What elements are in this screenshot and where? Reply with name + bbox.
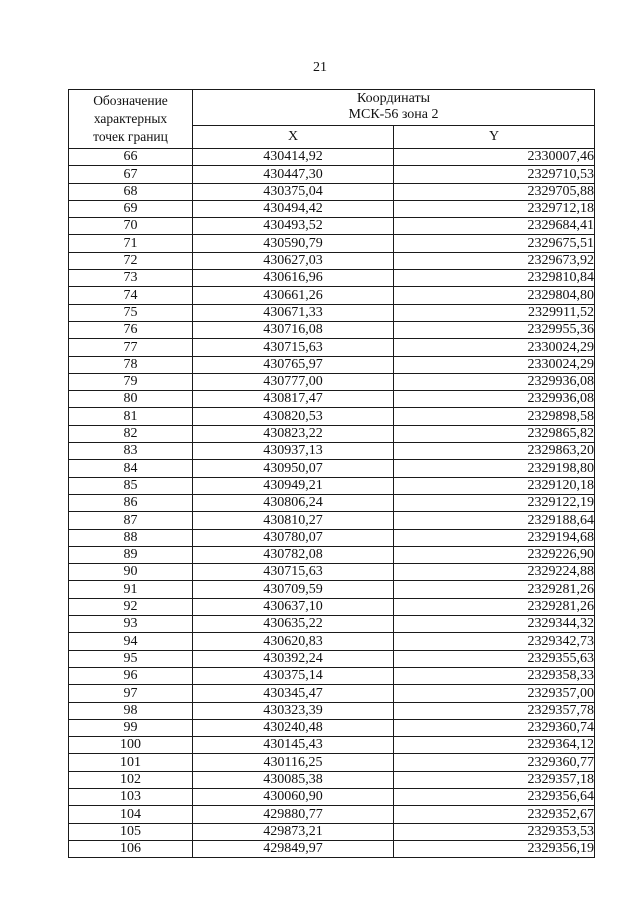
point-cell: 103 — [69, 788, 193, 805]
point-cell: 77 — [69, 339, 193, 356]
x-coordinate-cell: 430937,13 — [193, 443, 394, 460]
x-coordinate-cell: 430616,96 — [193, 270, 394, 287]
x-coordinate-cell: 430494,42 — [193, 200, 394, 217]
y-coordinate-cell: 2329710,53 — [394, 166, 595, 183]
table-row — [69, 840, 595, 857]
coordinates-header — [193, 90, 595, 126]
point-cell: 101 — [69, 754, 193, 771]
x-coordinate-cell: 430780,07 — [193, 529, 394, 546]
y-coordinate-cell: 2329198,80 — [394, 460, 595, 477]
point-cell: 93 — [69, 616, 193, 633]
table-row — [69, 218, 595, 235]
x-coordinate-cell: 430145,43 — [193, 737, 394, 754]
point-cell: 87 — [69, 512, 193, 529]
x-coordinate-cell: 430949,21 — [193, 477, 394, 494]
table-row — [69, 270, 595, 287]
table-row — [69, 460, 595, 477]
point-cell: 90 — [69, 564, 193, 581]
x-coordinate-cell: 430671,33 — [193, 304, 394, 321]
y-coordinate-cell: 2329281,26 — [394, 581, 595, 598]
x-coordinate-cell: 430085,38 — [193, 771, 394, 788]
point-cell: 75 — [69, 304, 193, 321]
table-row — [69, 235, 595, 252]
y-coordinate-cell: 2329911,52 — [394, 304, 595, 321]
table-row — [69, 788, 595, 805]
table-row — [69, 183, 595, 200]
x-coordinate-cell: 430590,79 — [193, 235, 394, 252]
table-row — [69, 252, 595, 269]
table-row — [69, 425, 595, 442]
x-coordinate-cell: 430782,08 — [193, 546, 394, 563]
point-cell: 67 — [69, 166, 193, 183]
table-row — [69, 443, 595, 460]
point-cell: 92 — [69, 598, 193, 615]
point-cell: 106 — [69, 840, 193, 857]
y-coordinate-cell: 2329194,68 — [394, 529, 595, 546]
x-coordinate-cell: 430447,30 — [193, 166, 394, 183]
point-cell: 79 — [69, 373, 193, 390]
coordinates-title: Координаты — [357, 91, 430, 107]
x-coordinate-cell: 430240,48 — [193, 719, 394, 736]
page-number: 21 — [313, 60, 327, 75]
x-coordinate-cell: 430820,53 — [193, 408, 394, 425]
x-coordinate-cell: 430661,26 — [193, 287, 394, 304]
point-cell: 91 — [69, 581, 193, 598]
table-row — [69, 391, 595, 408]
point-cell: 82 — [69, 425, 193, 442]
table-row — [69, 737, 595, 754]
point-cell: 80 — [69, 391, 193, 408]
table-row — [69, 356, 595, 373]
point-cell: 95 — [69, 650, 193, 667]
point-cell: 102 — [69, 771, 193, 788]
table-row — [69, 494, 595, 511]
x-coordinate-cell: 430715,63 — [193, 339, 394, 356]
x-coordinate-cell: 430620,83 — [193, 633, 394, 650]
y-column-header: Y — [394, 125, 595, 148]
x-coordinate-cell: 430414,92 — [193, 149, 394, 166]
table-header — [69, 90, 595, 149]
point-cell: 70 — [69, 218, 193, 235]
x-coordinate-cell: 429880,77 — [193, 806, 394, 823]
table-row — [69, 719, 595, 736]
table-row — [69, 373, 595, 390]
y-coordinate-cell: 2329356,19 — [394, 840, 595, 857]
table-row — [69, 149, 595, 166]
table-row — [69, 477, 595, 494]
table-row — [69, 581, 595, 598]
x-coordinate-cell: 429849,97 — [193, 840, 394, 857]
x-coordinate-cell: 430715,63 — [193, 564, 394, 581]
table-row — [69, 823, 595, 840]
y-coordinate-cell: 2329356,64 — [394, 788, 595, 805]
y-coordinate-cell: 2329188,64 — [394, 512, 595, 529]
point-cell: 78 — [69, 356, 193, 373]
table-row — [69, 287, 595, 304]
x-coordinate-cell: 430493,52 — [193, 218, 394, 235]
point-cell: 83 — [69, 443, 193, 460]
y-coordinate-cell: 2329675,51 — [394, 235, 595, 252]
point-cell: 71 — [69, 235, 193, 252]
x-coordinate-cell: 430709,59 — [193, 581, 394, 598]
y-coordinate-cell: 2329936,08 — [394, 391, 595, 408]
y-coordinate-cell: 2329120,18 — [394, 477, 595, 494]
y-coordinate-cell: 2329226,90 — [394, 546, 595, 563]
x-coordinate-cell: 430637,10 — [193, 598, 394, 615]
y-coordinate-cell: 2329344,32 — [394, 616, 595, 633]
point-cell: 66 — [69, 149, 193, 166]
point-cell: 94 — [69, 633, 193, 650]
y-coordinate-cell: 2329865,82 — [394, 425, 595, 442]
x-coordinate-cell: 429873,21 — [193, 823, 394, 840]
table-row — [69, 771, 595, 788]
coordinates-table — [68, 89, 595, 858]
point-cell: 69 — [69, 200, 193, 217]
y-coordinate-cell: 2330007,46 — [394, 149, 595, 166]
point-cell: 96 — [69, 667, 193, 684]
x-coordinate-cell: 430392,24 — [193, 650, 394, 667]
y-coordinate-cell: 2329360,74 — [394, 719, 595, 736]
table-row — [69, 564, 595, 581]
point-cell: 88 — [69, 529, 193, 546]
x-column-header: X — [193, 125, 394, 148]
y-coordinate-cell: 2329936,08 — [394, 373, 595, 390]
designation-header — [69, 90, 193, 149]
table-row — [69, 667, 595, 684]
x-coordinate-cell: 430627,03 — [193, 252, 394, 269]
table-row — [69, 166, 595, 183]
table-body — [69, 149, 595, 858]
x-coordinate-cell: 430345,47 — [193, 685, 394, 702]
y-coordinate-cell: 2329342,73 — [394, 633, 595, 650]
point-cell: 74 — [69, 287, 193, 304]
x-coordinate-cell: 430806,24 — [193, 494, 394, 511]
x-coordinate-cell: 430060,90 — [193, 788, 394, 805]
y-coordinate-cell: 2329357,78 — [394, 702, 595, 719]
y-coordinate-cell: 2329705,88 — [394, 183, 595, 200]
table-row — [69, 200, 595, 217]
table-row — [69, 339, 595, 356]
point-cell: 76 — [69, 321, 193, 338]
table-row — [69, 702, 595, 719]
y-coordinate-cell: 2329955,36 — [394, 321, 595, 338]
y-coordinate-cell: 2329352,67 — [394, 806, 595, 823]
coordinate-system: МСК-56 зона 2 — [348, 107, 439, 123]
x-coordinate-cell: 430817,47 — [193, 391, 394, 408]
table-row — [69, 408, 595, 425]
y-coordinate-cell: 2329804,80 — [394, 287, 595, 304]
point-cell: 97 — [69, 685, 193, 702]
x-coordinate-cell: 430765,97 — [193, 356, 394, 373]
designation-header-line-3: точек границ — [93, 129, 168, 144]
y-coordinate-cell: 2329898,58 — [394, 408, 595, 425]
y-coordinate-cell: 2329863,20 — [394, 443, 595, 460]
x-coordinate-cell: 430635,22 — [193, 616, 394, 633]
point-cell: 104 — [69, 806, 193, 823]
y-coordinate-cell: 2329355,63 — [394, 650, 595, 667]
y-coordinate-cell: 2329122,19 — [394, 494, 595, 511]
x-coordinate-cell: 430823,22 — [193, 425, 394, 442]
table-row — [69, 633, 595, 650]
table-row — [69, 685, 595, 702]
y-coordinate-cell: 2329684,41 — [394, 218, 595, 235]
table-row — [69, 616, 595, 633]
point-cell: 72 — [69, 252, 193, 269]
x-coordinate-cell: 430323,39 — [193, 702, 394, 719]
y-coordinate-cell: 2329364,12 — [394, 737, 595, 754]
y-coordinate-cell: 2329360,77 — [394, 754, 595, 771]
designation-header-line-1: Обозначение — [93, 93, 168, 108]
table-row — [69, 806, 595, 823]
point-cell: 85 — [69, 477, 193, 494]
point-cell: 81 — [69, 408, 193, 425]
x-coordinate-cell: 430116,25 — [193, 754, 394, 771]
table-row — [69, 598, 595, 615]
x-coordinate-cell: 430950,07 — [193, 460, 394, 477]
y-coordinate-cell: 2329357,18 — [394, 771, 595, 788]
y-coordinate-cell: 2329224,88 — [394, 564, 595, 581]
point-cell: 100 — [69, 737, 193, 754]
y-coordinate-cell: 2330024,29 — [394, 339, 595, 356]
table-row — [69, 512, 595, 529]
y-coordinate-cell: 2329281,26 — [394, 598, 595, 615]
y-coordinate-cell: 2329358,33 — [394, 667, 595, 684]
x-coordinate-cell: 430810,27 — [193, 512, 394, 529]
table-row — [69, 546, 595, 563]
x-coordinate-cell: 430777,00 — [193, 373, 394, 390]
table-row — [69, 650, 595, 667]
x-coordinate-cell: 430375,04 — [193, 183, 394, 200]
y-coordinate-cell: 2329353,53 — [394, 823, 595, 840]
point-cell: 68 — [69, 183, 193, 200]
y-coordinate-cell: 2329712,18 — [394, 200, 595, 217]
point-cell: 73 — [69, 270, 193, 287]
table-row — [69, 529, 595, 546]
point-cell: 89 — [69, 546, 193, 563]
designation-header-line-2: характерных — [93, 111, 168, 126]
table-row — [69, 304, 595, 321]
point-cell: 98 — [69, 702, 193, 719]
x-coordinate-cell: 430375,14 — [193, 667, 394, 684]
y-coordinate-cell: 2329357,00 — [394, 685, 595, 702]
table-row — [69, 321, 595, 338]
x-coordinate-cell: 430716,08 — [193, 321, 394, 338]
y-coordinate-cell: 2330024,29 — [394, 356, 595, 373]
table-row — [69, 754, 595, 771]
point-cell: 84 — [69, 460, 193, 477]
point-cell: 105 — [69, 823, 193, 840]
point-cell: 99 — [69, 719, 193, 736]
y-coordinate-cell: 2329810,84 — [394, 270, 595, 287]
y-coordinate-cell: 2329673,92 — [394, 252, 595, 269]
point-cell: 86 — [69, 494, 193, 511]
